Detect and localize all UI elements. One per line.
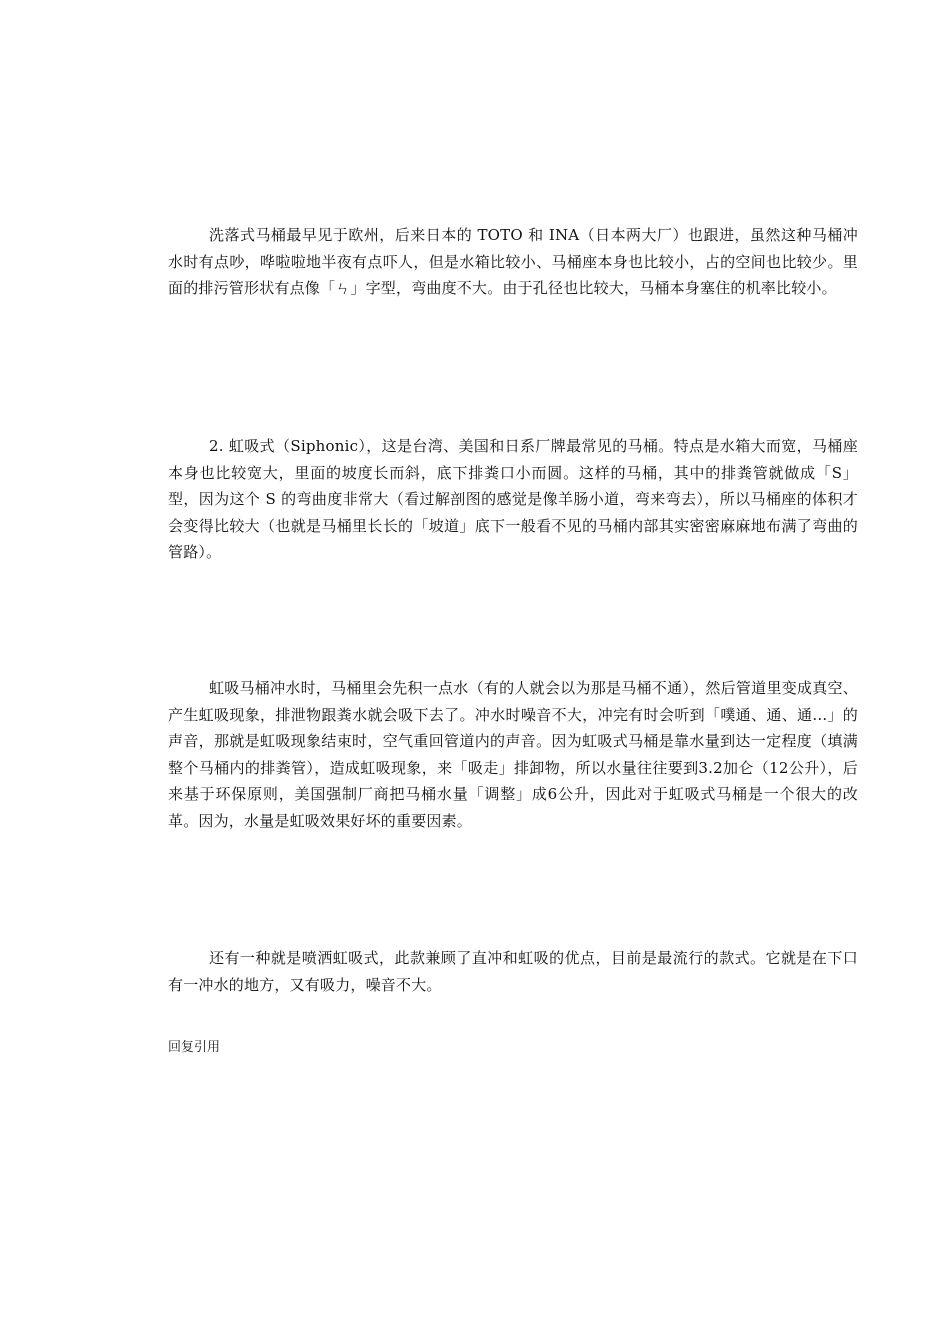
paragraph-jet-siphonic: 还有一种就是喷洒虹吸式，此款兼顾了直冲和虹吸的优点，目前是最流行的款式。它就是在下口有一冲水的地方，又有吸力，噪音不大。 (168, 949, 858, 994)
paragraph-washdown-toilet: 洗落式马桶最早见于欧州，后来日本的 TOTO 和 INA（日本两大厂）也跟进，虽然这种马桶冲水时有点吵，哗啦啦地半夜有点吓人，但是水箱比较小、马桶座本身也比较小，占的空间也比较少。里面的排污管形状有点像「ㄣ」字型，弯曲度不大。由于孔径也比较大，马桶本身塞住的机率比较小。 (168, 226, 858, 297)
paragraph-siphonic-toilet: 2. 虹吸式（Siphonic），这是台湾、美国和日系厂牌最常见的马桶。特点是水箱大而宽，马桶座本身也比较宽大，里面的坡度长而斜，底下排粪口小而圆。这样的马桶，其中的排粪管就做成「S」型，因为这个 S 的弯曲度非常大（看过解剖图的感觉是像羊肠小道，弯来弯去），所以马桶座的体积才会变得比较大（也就是马桶里长长的「坡道」底下一般看不见的马桶内部其实密密麻麻地布满了弯曲的管路）。 (168, 437, 858, 561)
reply-quote-link[interactable]: 回复引用 (168, 1040, 221, 1055)
paragraph-siphon-flushing: 虹吸马桶冲水时，马桶里会先积一点水（有的人就会以为那是马桶不通），然后管道里变成真空、产生虹吸现象，排泄物跟粪水就会吸下去了。冲水时噪音不大，冲完有时会听到「噗通、通、通...」的声音，那就是虹吸现象结束时，空气重回管道内的声音。因为虹吸式马桶是靠水量到达一定程度（填满整个马桶内的排粪管），造成虹吸现象，来「吸走」排卸物，所以水量往往要到3.2加仑（12公升），后来基于环保原则，美国强制厂商把马桶水量「调整」成6公升，因此对于虹吸式马桶是一个很大的改革。因为，水量是虹吸效果好坏的重要因素。 (168, 679, 858, 830)
